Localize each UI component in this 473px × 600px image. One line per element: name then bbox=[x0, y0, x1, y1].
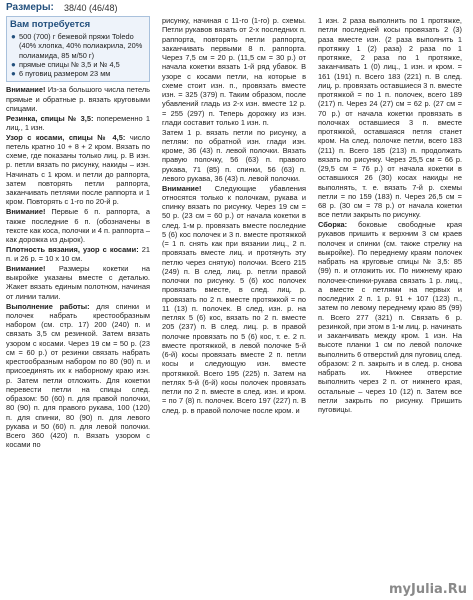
materials-item-text: 6 пуговиц размером 23 мм bbox=[19, 69, 111, 78]
column-1 bbox=[6, 16, 150, 450]
paragraph-head: Внимание! bbox=[6, 263, 46, 273]
paragraph-head: Внимание! bbox=[162, 183, 202, 193]
paragraph-text: рисунку, начиная с 11-го (1-го) р. схемы. Петли рукавов вязать от 2-х последних п. раппорта, повторять петли раппорта, заканчивать первыми 8 п. раппорта. Через 7,5 см = 20 р. (11,5 см = 30 р.) от начала кокетки вязать 1-й ряд убавок. В узоре с косами петли, на которые в схеме стоит изн. п., провязать вместе изн. = 325 (379) п. Таким образом, после убавлений гладь из 2-х изн. вместе 12 р. = 255 (297) п. Теперь дорожку из изн. глади составит только 1 изн. п. bbox=[162, 16, 306, 127]
materials-item-text: прямые спицы № 3,5 и № 4,5 bbox=[19, 59, 120, 69]
paragraph-head: Резинка, спицы № 3,5: bbox=[6, 113, 94, 123]
paragraph-text: 1 изн. 2 раза выполнить по 1 протяжке, петли последней косы провязать 2 (3) раза вместе изн. (2 раза выполнить 1 протяжку 1 (2) раза) 2 раза по 1 протяжке, 2 раза по 1 протяжке, заканчивать 1 (0) лиц., 1 изн. и кром. = 161 (191) п. Всего 183 (221) п. В след. лиц. р. провязать оставшиеся 3 п. вместе протяжкой = по 1 п. полочек, всего 189 (217) п. Через 24 (27) см = 62 р. (27 см = 70 р.) от начала кокетки провязать в полочках оставшиеся 3 п. вместе протяжкой, оставшаяся петля станет кром. На след. полочке петли, всего 183 (211) п. Всего 185 (213) п. продолжать вязать по рисунку. Через 25,5 см = 66 р. (29,5 см = 76 р.) от начала кокетки в оставшихся 26 (30) косах накиды не выполнять, т. е. вязать 7-й р. схемы петли = по 159 (183) п. Через 26,5 см = 68 р. (30 см = 78 р.) от начала кокетки все петли закрыть по рисунку. bbox=[318, 16, 462, 220]
bullet-icon: ● bbox=[11, 59, 16, 69]
materials-item bbox=[10, 32, 146, 60]
materials-box bbox=[6, 16, 150, 82]
column-2 bbox=[162, 16, 306, 416]
paragraph-text: Размеры кокетки на выкройке указаны вместе с деталью. Жакет вязать единым полотном, начиная от линии талии. bbox=[6, 263, 150, 301]
paragraph-text: число петель кратно 10 + 8 + 2 кром. Вязать по схеме, где показаны только лиц. р. В изн. р. петли вязать по рисунку, накиды – изн. Начинать с 1 кром. и петли до раппорта, затем повторять петли раппорта, заканчивать петлями после раппорта и 1 кром. Повторять с 1-го по 20-й р. bbox=[6, 132, 150, 207]
paragraph bbox=[162, 128, 306, 184]
paragraph-text: Первые 6 п. раппорта, а также последние 6 п. (обозначены в тексте как коса, полочки и 4 п. раппорта – как дорожка из дырок). bbox=[6, 207, 150, 245]
paragraph-head: Плотность вязания, узор с косами: bbox=[6, 244, 139, 254]
paragraph bbox=[6, 114, 150, 133]
materials-item-text: 500 (700) г бежевой пряжи Toledo (40% хлопка, 40% полиакрила, 20% полиамида, 85 м/50 г) bbox=[19, 32, 143, 60]
paragraph-text: 21 п. и 26 р. = 10 х 10 см. bbox=[6, 244, 150, 264]
bullet-icon: ● bbox=[11, 69, 16, 78]
sizes-label: Размеры: bbox=[6, 2, 54, 13]
paragraph bbox=[6, 302, 150, 450]
paragraph bbox=[6, 85, 150, 113]
paragraph-text: Следующие убавления относятся только к полочкам, рукава и спинку вязать по рисунку. Через 19 см = 50 р. (23 см = 60 р.) от начала кокетки в след. 1-м р. провязать вместе последние 5 (6) кос полочек и 3 п. вместе протяжкой (= 1 п. снять как при вязании лиц., 2 п. провязать вместе лиц. и протянуть эту петлю через снятую) полочки. Всего 215 (249) п. В след. лиц. р. петли правой полочки по рисунку. 5 (6) кос полочек провязать вместе, в след. лиц. р. провязать по 2 п. вместе протяжкой = по 11 (13) п. полочек. В след. изн. р. на петлях 5 (6) кос, вязать по 2 п. вместе 205 (237) п. В след. лиц. р. в правой полочке провязать по 5 (6) кос, т. е. 2 п. вместе протяжкой, в левой полочке 5-й (6-й) косы провязать вместе 2 п. петли косы и следующую изн. вместе протяжкой. Всего 195 (225) п. Затем на петлях 5-й (6-й) косы полочек провязать петли по 2 п. вместе в след. изн. и кром. = по 7 (8) п. полочек. Всего 197 (227) п. В след. р. в правой полочке после кром. и bbox=[162, 183, 306, 415]
paragraph-head: Внимание! bbox=[6, 85, 46, 95]
paragraph-text: боковые свободные края рукавов пришить к верхним 3 см краев полочек и спинки (см. также стрелку на выкройке). По переднему краям полочек набрать на круговые спицы № 3,5: 85 (99) п. и отложить их. По нижнему краю полочек-спинки-рукава связать 1 р. лиц., а вместе с петлями на первых и последних 2 п. 1 р. 91 + 107 (123) п., затем по левому переднему краю 85 (99) п. Всего 277 (321) п. Связать 6 р. резинкой, при этом в 1-м лиц. р. начинать и заканчивать между кром. 1 изн. На высоте планки 1 см по левой полочке выполнить 6 отверстий для пуговиц след. образом: 2 п. закрыть и в след. р. снова набрать их. Нижнее отверстие выполнить через 2 п. от нижнего края, остальные – через 10 (12) п. Затем все петли закрыть по рисунку. Пришить пуговицы. bbox=[318, 220, 462, 415]
paragraph bbox=[162, 184, 306, 415]
sizes-header bbox=[4, 2, 469, 16]
paragraph-head: Внимание! bbox=[6, 207, 46, 217]
column-3 bbox=[318, 16, 462, 415]
paragraph-text: для спинки и полочек набрать крестообразным набором (см. стр. 17) 200 (240) п. и связать 3,5 см резинкой. Затем вязать узором с косами. Через 19 см = 50 р. (23 см = 60 р.) от резинки связать набрать крестообразным набором по 80 (90) п. и присоединять их к наборному краю изн. р. Затем петли отложить. Для кокетки перевести петли на спицы след. образом: 50 (60) п. для правой полочки, 80 (90) п. для правого рукава, 100 (120) п. для спинки, 80 (90) п. для левого рукава и 50 (60) п. для левой полочки. Всего 360 (420) п. Вязать узором с косами по bbox=[6, 301, 150, 450]
materials-item bbox=[10, 69, 146, 78]
paragraph-head: Выполнение работы: bbox=[6, 301, 90, 311]
bullet-icon: ● bbox=[11, 32, 16, 41]
watermark-logo: myJulia.Ru bbox=[389, 582, 467, 597]
paragraph bbox=[6, 245, 150, 264]
paragraph-text: попеременно 1 лиц., 1 изн. bbox=[6, 113, 150, 132]
paragraph-head: Сборка: bbox=[318, 220, 348, 230]
paragraph bbox=[6, 207, 150, 244]
materials-item bbox=[10, 60, 146, 69]
paragraph-head: Узор с косами, спицы № 4,5: bbox=[6, 132, 126, 142]
paragraph bbox=[6, 133, 150, 207]
sizes-value: 38/40 (46/48) bbox=[64, 3, 118, 13]
paragraph bbox=[162, 16, 306, 127]
paragraph-text: Из-за большого числа петель прямые и обратные р. вязать круговыми спицами. bbox=[6, 85, 150, 113]
paragraph bbox=[318, 16, 462, 220]
paragraph-text: Затем 1 р. вязать петли по рисунку, а петлям: по обратной изн. глади изн. кроме, 36 (43) п. левой полочки. Вязать правую полочку, 56 (63) п. правого рукава, 71 (85) п. спинки, 56 (63) п. левого рукава, 36 (43) п. левой полочки. bbox=[162, 127, 306, 183]
paragraph bbox=[318, 220, 462, 414]
paragraph bbox=[6, 264, 150, 301]
materials-title: Вам потребуется bbox=[10, 19, 91, 30]
